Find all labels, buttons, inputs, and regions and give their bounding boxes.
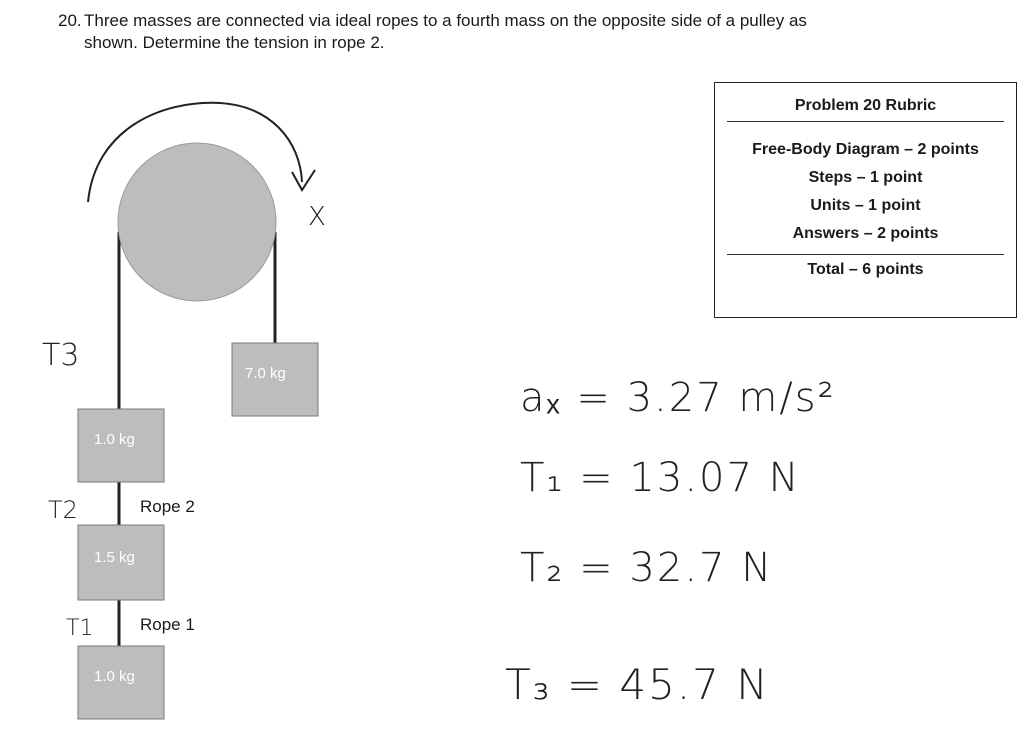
rubric-item: Free-Body Diagram – 2 points	[752, 141, 979, 158]
rope-1-label: Rope 1	[140, 615, 195, 634]
rope-2-label: Rope 2	[140, 497, 195, 516]
rubric-item: Steps – 1 point	[808, 169, 923, 186]
direction-x-label: X	[308, 202, 326, 232]
question-line-2: shown. Determine the tension in rope 2.	[84, 33, 385, 52]
rubric-title: Problem 20 Rubric	[794, 97, 937, 114]
mass-label-bottom: 1.0 kg	[94, 668, 135, 685]
question-number: 20.	[58, 11, 82, 30]
rubric-item: Units – 1 point	[810, 197, 921, 214]
rubric-total: Total – 6 points	[807, 261, 924, 278]
t3-label: T3	[42, 338, 80, 373]
answer-t1: T₁ = 13.07 N	[520, 455, 801, 501]
answer-t3: T₃ = 45.7 N	[505, 660, 770, 709]
answer-ax: aₓ = 3.27 m/s²	[520, 375, 836, 421]
t2-label: T2	[48, 496, 78, 524]
answer-t2: T₂ = 32.7 N	[520, 545, 774, 591]
question-line-1-text: Three masses are connected via ideal ropes to a fourth mass on the opposite side of a pulley as	[84, 11, 807, 30]
arrow-head-icon	[292, 170, 315, 190]
mass-label-middle: 1.5 kg	[94, 549, 135, 566]
t1-label: T1	[66, 616, 94, 641]
mass-label-top: 1.0 kg	[94, 431, 135, 448]
pulley-wheel	[118, 143, 276, 301]
mass-label-right: 7.0 kg	[245, 365, 286, 382]
rubric-item: Answers – 2 points	[792, 225, 939, 242]
